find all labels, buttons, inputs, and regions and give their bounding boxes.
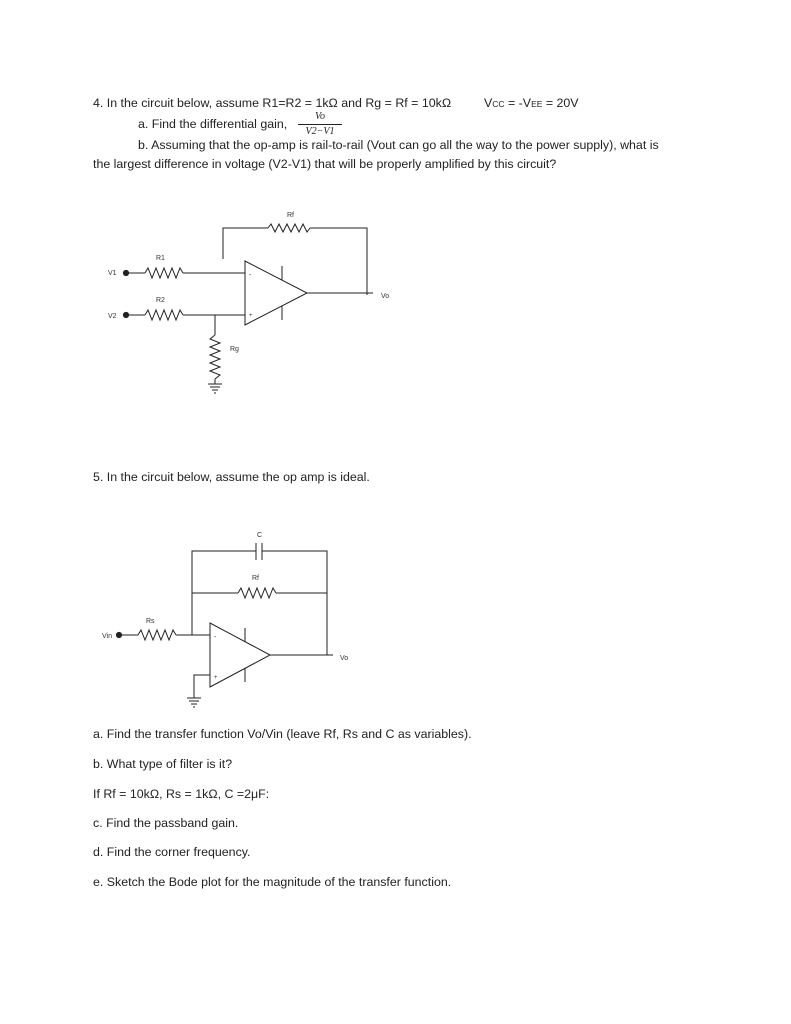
q5-part-a: a. Find the transfer function Vo/Vin (leave Rf, Rs and C as variables).	[93, 727, 472, 741]
vee-symbol: = -V	[504, 96, 532, 110]
op-amp-2-plus: +	[214, 675, 218, 681]
label-r2: R2	[156, 297, 165, 304]
q5-part-e: e. Sketch the Bode plot for the magnitude of the transfer function.	[93, 875, 452, 889]
op-amp-1-plus: +	[249, 313, 253, 319]
label-vo-2: Vo	[340, 655, 349, 662]
q4-part-b-line1: b. Assuming that the op-amp is rail-to-rail (Vout can go all the way to the power supply), what is	[138, 138, 659, 152]
q4-part-b-line2: the largest difference in voltage (V2-V1) that will be properly amplified by this circuit?	[93, 157, 557, 171]
q5-part-b: b. What type of filter is it?	[93, 757, 233, 771]
gain-denominator: V2−V1	[305, 126, 335, 137]
label-r1: R1	[156, 255, 165, 262]
label-v1: V1	[108, 270, 117, 277]
resistor-rs	[138, 630, 176, 640]
label-rf-2: Rf	[252, 575, 259, 582]
vcc-subscript: CC	[492, 99, 505, 109]
op-amp-2-minus: -	[214, 634, 217, 641]
q5-given: If Rf = 10kΩ, Rs = 1kΩ, C =2μF:	[93, 787, 270, 801]
q5-intro: 5. In the circuit below, assume the op amp is ideal.	[93, 470, 370, 484]
q5-part-c: c. Find the passband gain.	[93, 816, 239, 830]
label-vin: Vin	[102, 633, 112, 640]
vcc-symbol: V	[484, 96, 493, 110]
label-vo-1: Vo	[381, 293, 390, 300]
supply-value: = 20V	[542, 96, 579, 110]
label-rs: Rs	[146, 618, 155, 625]
op-amp-2	[210, 623, 270, 687]
label-v2: V2	[108, 313, 117, 320]
label-rg: Rg	[230, 346, 239, 353]
vee-subscript: EE	[531, 99, 543, 109]
q4-intro: 4. In the circuit below, assume R1=R2 = 1kΩ and Rg = Rf = 10kΩ	[93, 96, 452, 110]
resistor-rf-2	[238, 588, 276, 598]
capacitor-wire-right	[262, 551, 327, 655]
q5-part-d: d. Find the corner frequency.	[93, 845, 251, 859]
wire-noninverting-to-ground	[194, 675, 210, 698]
capacitor-wire-left	[192, 551, 256, 622]
gain-numerator: Vo	[315, 111, 325, 122]
label-rf: Rf	[287, 212, 294, 219]
q4-part-a: a. Find the differential gain,	[138, 117, 288, 131]
op-amp-1-minus: -	[249, 272, 252, 279]
label-c: C	[257, 532, 263, 539]
